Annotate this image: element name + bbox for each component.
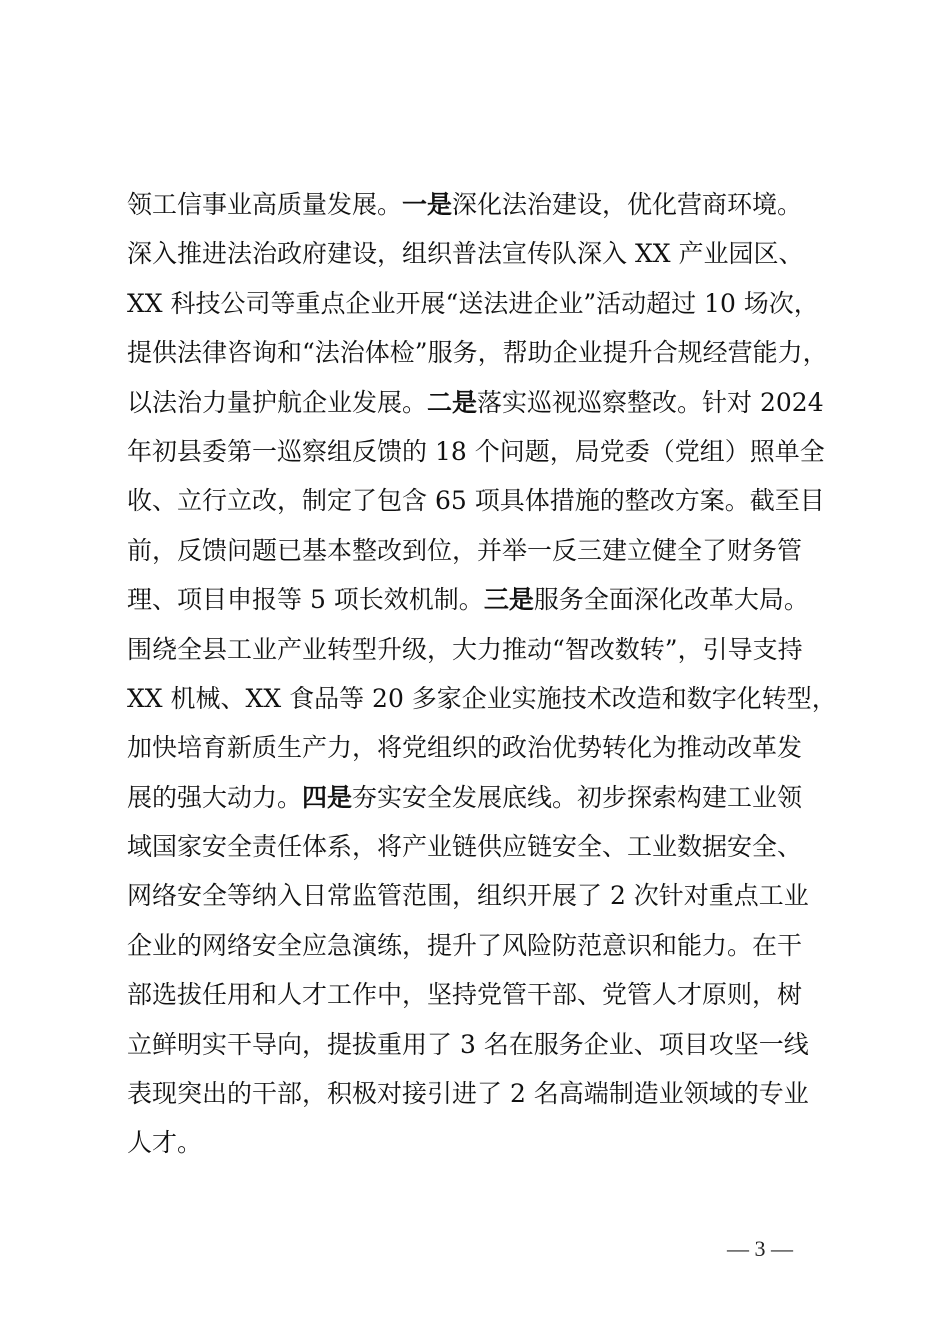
- text-segment: 企业的网络安全应急演练，提升了风险防范意识和能力。在干: [127, 930, 803, 960]
- text-line: [127, 427, 867, 476]
- text-segment: 理、项目申报等 5 项长效机制。: [127, 585, 484, 615]
- text-line: [127, 229, 867, 278]
- text-segment: 立鲜明实干导向，提拔重用了 3 名在服务企业、项目攻坚一线: [127, 1029, 809, 1059]
- text-line: [127, 279, 867, 328]
- text-segment: 前，反馈问题已基本整改到位，并举一反三建立健全了财务管: [127, 535, 803, 565]
- text-line: [127, 773, 867, 822]
- text-line: [127, 822, 867, 871]
- text-line: [127, 674, 867, 723]
- text-line: [127, 378, 867, 427]
- text-line: [127, 921, 867, 970]
- text-line: [127, 526, 867, 575]
- text-segment: 人才。: [127, 1128, 203, 1158]
- text-segment: 围绕全县工业产业转型升级，大力推动“智改数转”，引导支持: [127, 634, 803, 664]
- text-segment: 服务全面深化改革大局。: [533, 585, 809, 615]
- text-segment: 表现突出的干部，积极对接引进了 2 名高端制造业领域的专业: [127, 1079, 809, 1109]
- page-number: — 3 —: [727, 1236, 793, 1261]
- text-line: [127, 575, 867, 624]
- text-segment: 提供法律咨询和“法治体检”服务，帮助企业提升合规经营能力，: [127, 338, 828, 368]
- text-segment: 展的强大动力。: [127, 782, 303, 812]
- text-line: [127, 871, 867, 920]
- bold-marker-text: 二是: [427, 387, 478, 417]
- text-line: [127, 1118, 867, 1167]
- text-segment: 收、立行立改，制定了包含 65 项具体措施的整改方案。截至目: [127, 486, 825, 516]
- text-line: [127, 1020, 867, 1069]
- bold-marker-text: 一是: [402, 190, 453, 219]
- text-segment: 领工信事业高质量发展。: [127, 190, 403, 219]
- text-line: [127, 180, 867, 229]
- bold-marker-text: 四是: [302, 782, 353, 812]
- text-segment: 网络安全等纳入日常监管范围，组织开展了 2 次针对重点工业: [127, 881, 809, 911]
- text-line: [127, 328, 867, 377]
- text-line: [127, 723, 867, 772]
- text-segment: 落实巡视巡察整改。针对 2024: [477, 387, 824, 417]
- text-segment: 年初县委第一巡察组反馈的 18 个问题，局党委（党组）照单全: [127, 436, 825, 466]
- text-segment: 夯实安全发展底线。初步探索构建工业领: [352, 782, 803, 812]
- text-line: [127, 1069, 867, 1118]
- text-line: [127, 625, 867, 674]
- body-paragraph: [127, 180, 867, 1168]
- text-segment: 深入推进法治政府建设，组织普法宣传队深入 XX 产业园区、: [127, 239, 804, 269]
- text-segment: 域国家安全责任体系，将产业链供应链安全、工业数据安全、: [127, 832, 803, 862]
- text-line: [127, 476, 867, 525]
- text-line: [127, 970, 867, 1019]
- text-segment: XX 科技公司等重点企业开展“送法进企业”活动超过 10 场次，: [127, 288, 819, 318]
- text-segment: 加快培育新质生产力，将党组织的政治优势转化为推动改革发: [127, 733, 803, 763]
- bold-marker-text: 三是: [483, 585, 534, 615]
- text-segment: 以法治力量护航企业发展。: [127, 387, 428, 417]
- text-segment: 部选拔任用和人才工作中，坚持党管干部、党管人才原则，树: [127, 980, 803, 1010]
- text-segment: 深化法治建设，优化营商环境。: [452, 190, 803, 219]
- text-segment: XX 机械、XX 食品等 20 多家企业实施技术改造和数字化转型，: [127, 683, 837, 713]
